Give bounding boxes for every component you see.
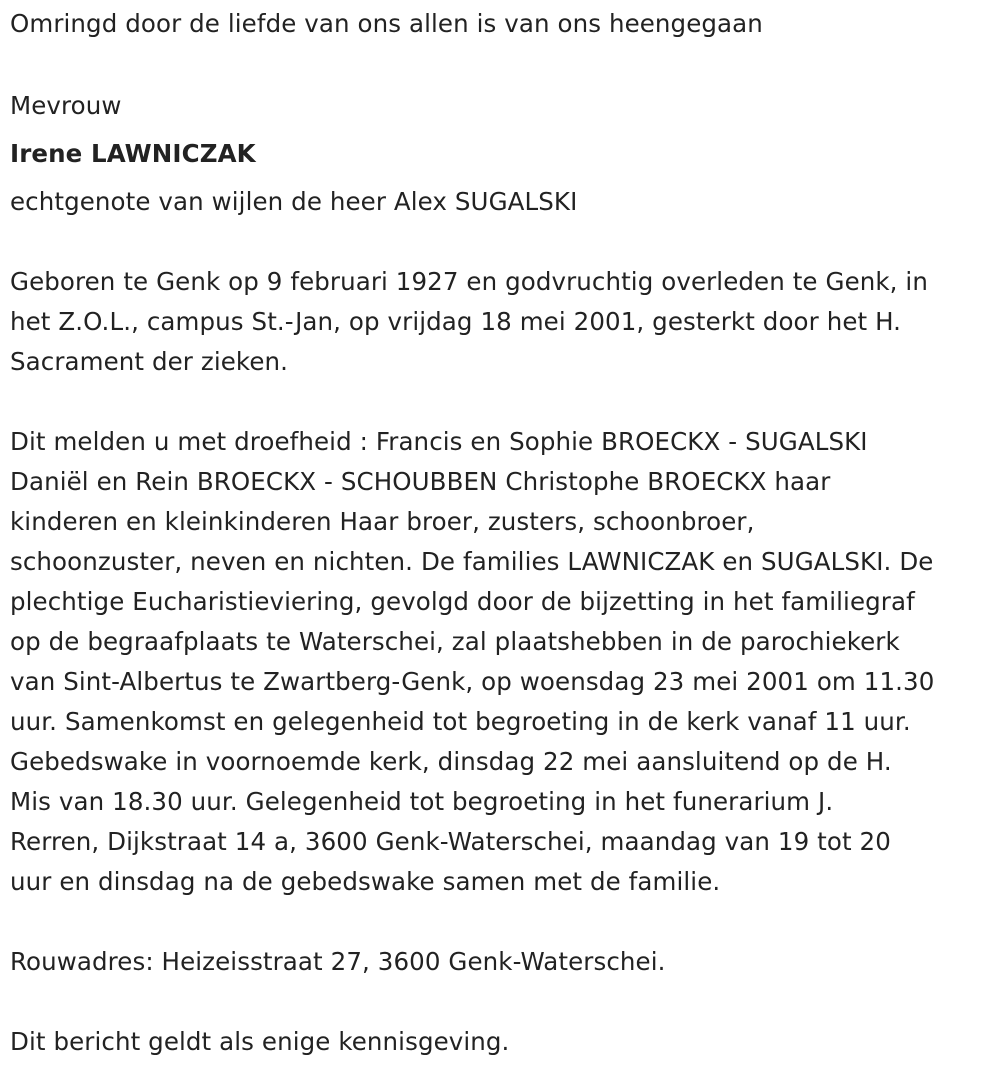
paragraph-line: Gebedswake in voornoemde kerk, dinsdag 22 mei aansluitend op de H. <box>10 747 892 776</box>
salutation: Mevrouw <box>10 91 122 120</box>
paragraph-line: plechtige Eucharistieviering, gevolgd door de bijzetting in het familiegraf <box>10 587 915 616</box>
paragraph-line: kinderen en kleinkinderen Haar broer, zusters, schoonbroer, <box>10 507 755 536</box>
paragraph-line: uur. Samenkomst en gelegenheid tot begroeting in de kerk vanaf 11 uur. <box>10 707 911 736</box>
deceased-name: Irene LAWNICZAK <box>10 139 256 168</box>
paragraph-line: uur en dinsdag na de gebedswake samen met de familie. <box>10 867 721 896</box>
paragraph-line: Rerren, Dijkstraat 14 a, 3600 Genk-Waterschei, maandag van 19 tot 20 <box>10 827 891 856</box>
spouse-text: echtgenote van wijlen de heer Alex SUGALSKI <box>10 187 578 216</box>
paragraph-line: het Z.O.L., campus St.-Jan, op vrijdag 18 mei 2001, gesterkt door het H. <box>10 307 902 336</box>
closing-text: Dit bericht geldt als enige kennisgeving. <box>10 1027 510 1056</box>
paragraph-line: op de begraafplaats te Waterschei, zal plaatshebben in de parochiekerk <box>10 627 900 656</box>
intro-text: Omringd door de liefde van ons allen is van ons heengegaan <box>10 9 763 38</box>
paragraph-line: Daniël en Rein BROECKX - SCHOUBBEN Christophe BROECKX haar <box>10 467 831 496</box>
paragraph-line: van Sint-Albertus te Zwartberg-Genk, op woensdag 23 mei 2001 om 11.30 <box>10 667 935 696</box>
paragraph-line: schoonzuster, neven en nichten. De families LAWNICZAK en SUGALSKI. De <box>10 547 934 576</box>
paragraph-line: Dit melden u met droefheid : Francis en Sophie BROECKX - SUGALSKI <box>10 427 868 456</box>
paragraph-line: Geboren te Genk op 9 februari 1927 en godvruchtig overleden te Genk, in <box>10 267 928 296</box>
paragraph-line: Sacrament der zieken. <box>10 347 289 376</box>
mourning-address: Rouwadres: Heizeisstraat 27, 3600 Genk-Waterschei. <box>10 947 666 976</box>
paragraph-line: Mis van 18.30 uur. Gelegenheid tot begroeting in het funerarium J. <box>10 787 834 816</box>
